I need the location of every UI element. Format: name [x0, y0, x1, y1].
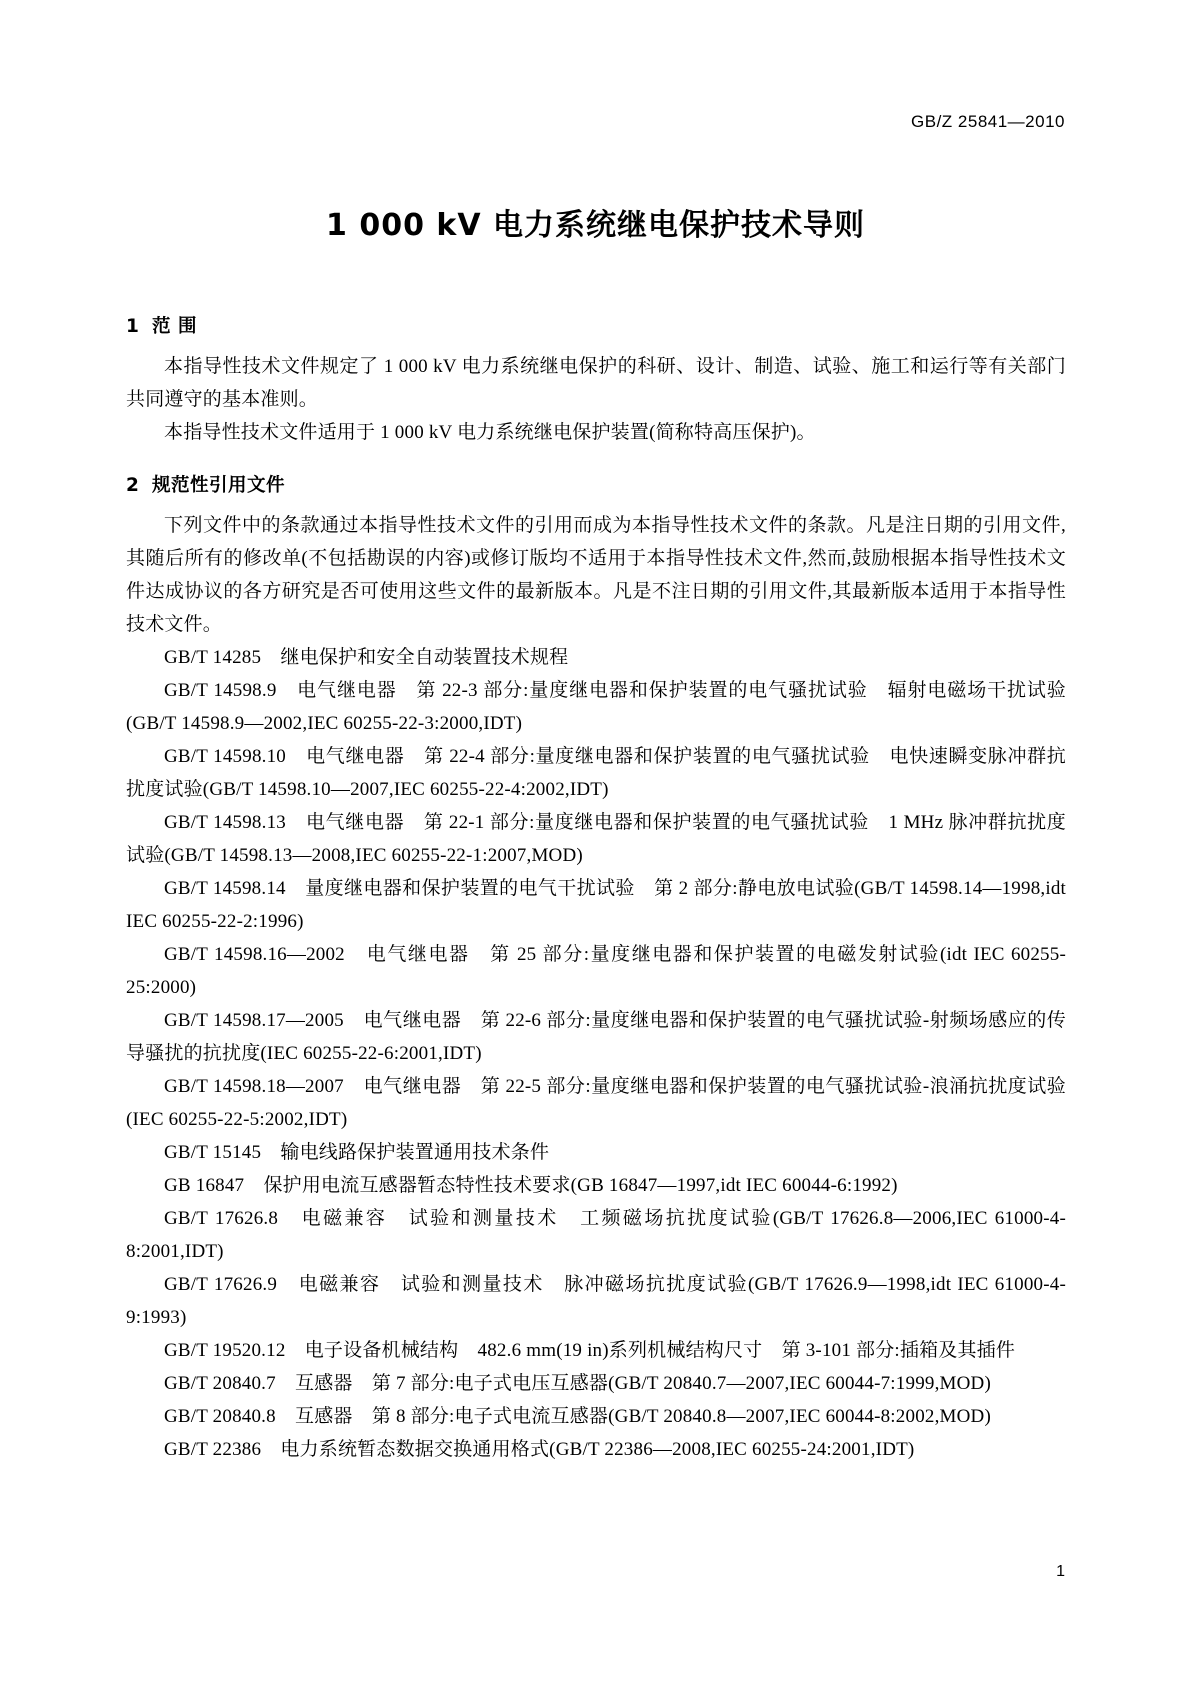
- reference-item: GB/T 14598.17—2005 电气继电器 第 22-6 部分:量度继电器和保护装置的电气骚扰试验-射频场感应的传导骚扰的抗扰度(IEC 60255-22-6:2001,IDT): [126, 1010, 1066, 1064]
- reference-item: GB/T 20840.7 互感器 第 7 部分:电子式电压互感器(GB/T 20840.7—2007,IEC 60044-7:1999,MOD): [164, 1373, 992, 1394]
- reference-item: GB/T 19520.12 电子设备机械结构 482.6 mm(19 in)系列机械结构尺寸 第 3-101 部分:插箱及其插件: [164, 1340, 1016, 1361]
- reference-item: GB/T 14598.13 电气继电器 第 22-1 部分:量度继电器和保护装置的电气骚扰试验 1 MHz 脉冲群抗扰度试验(GB/T 14598.13—2008,IEC 60255-22-1:2007,MOD): [126, 812, 1066, 866]
- section-1-paragraph-2: 本指导性技术文件适用于 1 000 kV 电力系统继电保护装置(简称特高压保护)。: [164, 422, 816, 443]
- section-2-paragraph-1: 下列文件中的条款通过本指导性技术文件的引用而成为本指导性技术文件的条款。凡是注日期的引用文件,其随后所有的修改单(不包括勘误的内容)或修订版均不适用于本指导性技术文件,然而,鼓励根据本指导性技术文件达成协议的各方研究是否可使用这些文件的最新版本。凡是不注日期的引用文件,其最新版本适用于本指导性技术文件。: [126, 515, 1066, 635]
- reference-item: GB 16847 保护用电流互感器暂态特性技术要求(GB 16847—1997,idt IEC 60044-6:1992): [164, 1175, 898, 1196]
- reference-item: GB/T 14598.16—2002 电气继电器 第 25 部分:量度继电器和保护装置的电磁发射试验(idt IEC 60255-25:2000): [126, 944, 1066, 998]
- reference-item: GB/T 14598.14 量度继电器和保护装置的电气干扰试验 第 2 部分:静电放电试验(GB/T 14598.14—1998,idt IEC 60255-22-2:1996): [126, 878, 1066, 932]
- reference-item: GB/T 17626.9 电磁兼容 试验和测量技术 脉冲磁场抗扰度试验(GB/T 17626.9—1998,idt IEC 61000-4-9:1993): [126, 1274, 1066, 1328]
- section-number-1: 1: [126, 316, 140, 337]
- section-title-1: 范 围: [152, 316, 197, 337]
- reference-item: GB/T 14598.18—2007 电气继电器 第 22-5 部分:量度继电器和保护装置的电气骚扰试验-浪涌抗扰度试验(IEC 60255-22-5:2002,IDT): [126, 1076, 1066, 1130]
- reference-item: GB/T 14598.9 电气继电器 第 22-3 部分:量度继电器和保护装置的电气骚扰试验 辐射电磁场干扰试验(GB/T 14598.9—2002,IEC 60255-22-3:2000,IDT): [126, 680, 1066, 734]
- reference-item: GB/T 20840.8 互感器 第 8 部分:电子式电流互感器(GB/T 20840.8—2007,IEC 60044-8:2002,MOD): [164, 1406, 992, 1427]
- section-number-2: 2: [126, 475, 140, 496]
- reference-item: GB/T 14598.10 电气继电器 第 22-4 部分:量度继电器和保护装置的电气骚扰试验 电快速瞬变脉冲群抗扰度试验(GB/T 14598.10—2007,IEC 60255-22-4:2002,IDT): [126, 746, 1066, 800]
- page-number: 1: [1056, 1563, 1065, 1580]
- reference-item: GB/T 22386 电力系统暂态数据交换通用格式(GB/T 22386—2008,IEC 60255-24:2001,IDT): [164, 1439, 915, 1460]
- normative-references-list: [126, 641, 1066, 1466]
- page-header-standard-number: GB/Z 25841—2010: [911, 112, 1065, 131]
- section-title-2: 规范性引用文件: [152, 475, 286, 496]
- section-heading-1: [126, 312, 1066, 338]
- reference-item: GB/T 17626.8 电磁兼容 试验和测量技术 工频磁场抗扰度试验(GB/T 17626.8—2006,IEC 61000-4-8:2001,IDT): [126, 1208, 1066, 1262]
- document-body: [126, 290, 1066, 1466]
- reference-item: GB/T 14285 继电保护和安全自动装置技术规程: [164, 647, 569, 668]
- document-title: 1 000 kV 电力系统继电保护技术导则: [326, 208, 865, 243]
- section-heading-2: [126, 471, 1066, 497]
- reference-item: GB/T 15145 输电线路保护装置通用技术条件: [164, 1142, 550, 1163]
- section-1-paragraph-1: 本指导性技术文件规定了 1 000 kV 电力系统继电保护的科研、设计、制造、试验、施工和运行等有关部门共同遵守的基本准则。: [126, 356, 1066, 410]
